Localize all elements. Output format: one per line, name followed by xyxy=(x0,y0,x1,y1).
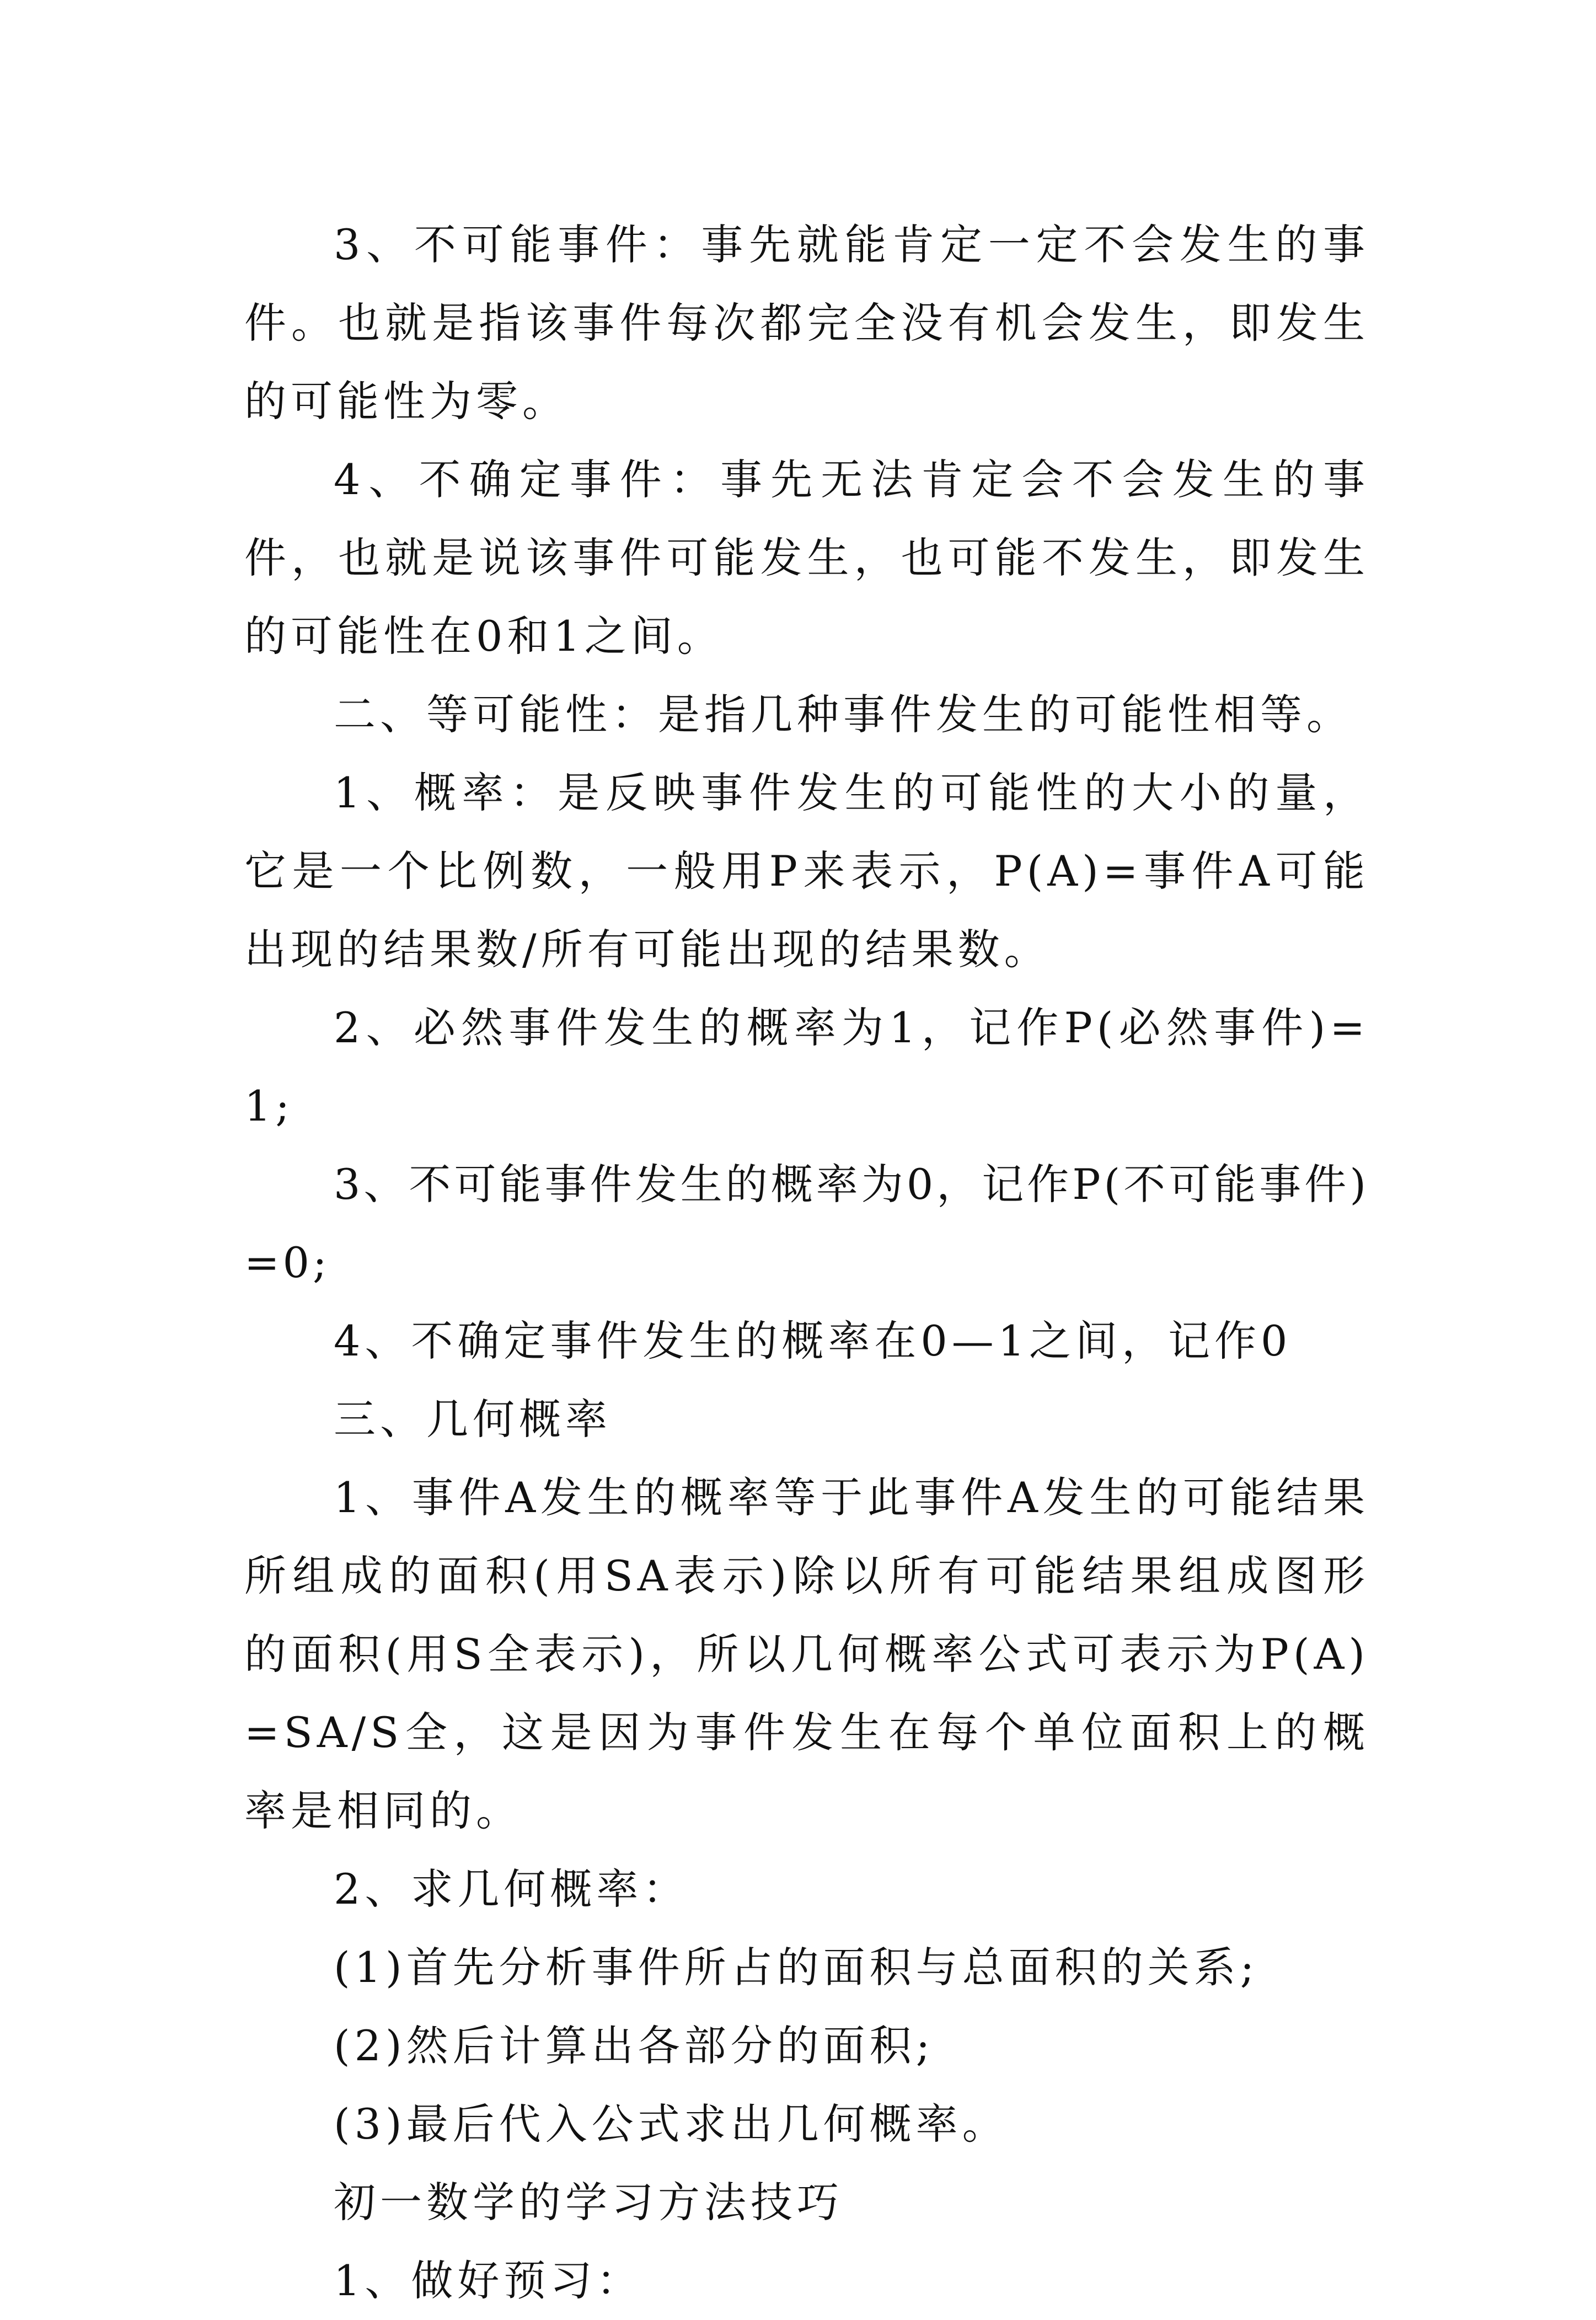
paragraph-finding-geometric-probability: 2、求几何概率： xyxy=(334,1864,689,1914)
paragraph-uncertain-event: 4、不确定事件：事先无法肯定会不会发生的事件，也就是说该事件可能发生，也可能不发生，即发生的可能性在0和1之间。 xyxy=(244,455,1369,661)
paragraph-certain-event-probability: 2、必然事件发生的概率为1，记作P(必然事件)=1; xyxy=(244,1003,1369,1130)
paragraph-equal-possibility: 二、等可能性：是指几种事件发生的可能性相等。 xyxy=(334,690,1353,739)
paragraph-impossible-event: 3、不可能事件：事先就能肯定一定不会发生的事件。也就是指该事件每次都完全没有机会发生，即发生的可能性为零。 xyxy=(244,220,1369,426)
paragraph-geometric-probability-formula: 1、事件A发生的概率等于此事件A发生的可能结果所组成的面积(用SA表示)除以所有可能结果组成图形的面积(用S全表示)，所以几何概率公式可表示为P(A)=SA/S全，这是因为事件发生在每个单位面积上的概率是相同的。 xyxy=(244,1473,1369,1835)
list-item-step-2: (2)然后计算出各部分的面积; xyxy=(334,2021,935,2070)
document-body xyxy=(244,206,1369,2320)
paragraph-preview: 1、做好预习： xyxy=(334,2256,643,2305)
heading-study-methods: 初一数学的学习方法技巧 xyxy=(334,2178,843,2227)
list-item-step-3: (3)最后代入公式求出几何概率。 xyxy=(334,2099,1009,2148)
heading-geometric-probability: 三、几何概率 xyxy=(334,1395,612,1444)
paragraph-uncertain-event-probability: 4、不确定事件发生的概率在0—1之间，记作0 xyxy=(334,1316,1292,1365)
paragraph-impossible-event-probability: 3、不可能事件发生的概率为0，记作P(不可能事件)=0; xyxy=(244,1160,1369,1287)
paragraph-probability-definition: 1、概率：是反映事件发生的可能性的大小的量，它是一个比例数，一般用P来表示，P(A)=事件A可能出现的结果数/所有可能出现的结果数。 xyxy=(244,768,1369,974)
list-item-step-1: (1)首先分析事件所占的面积与总面积的关系; xyxy=(334,1943,1259,1992)
